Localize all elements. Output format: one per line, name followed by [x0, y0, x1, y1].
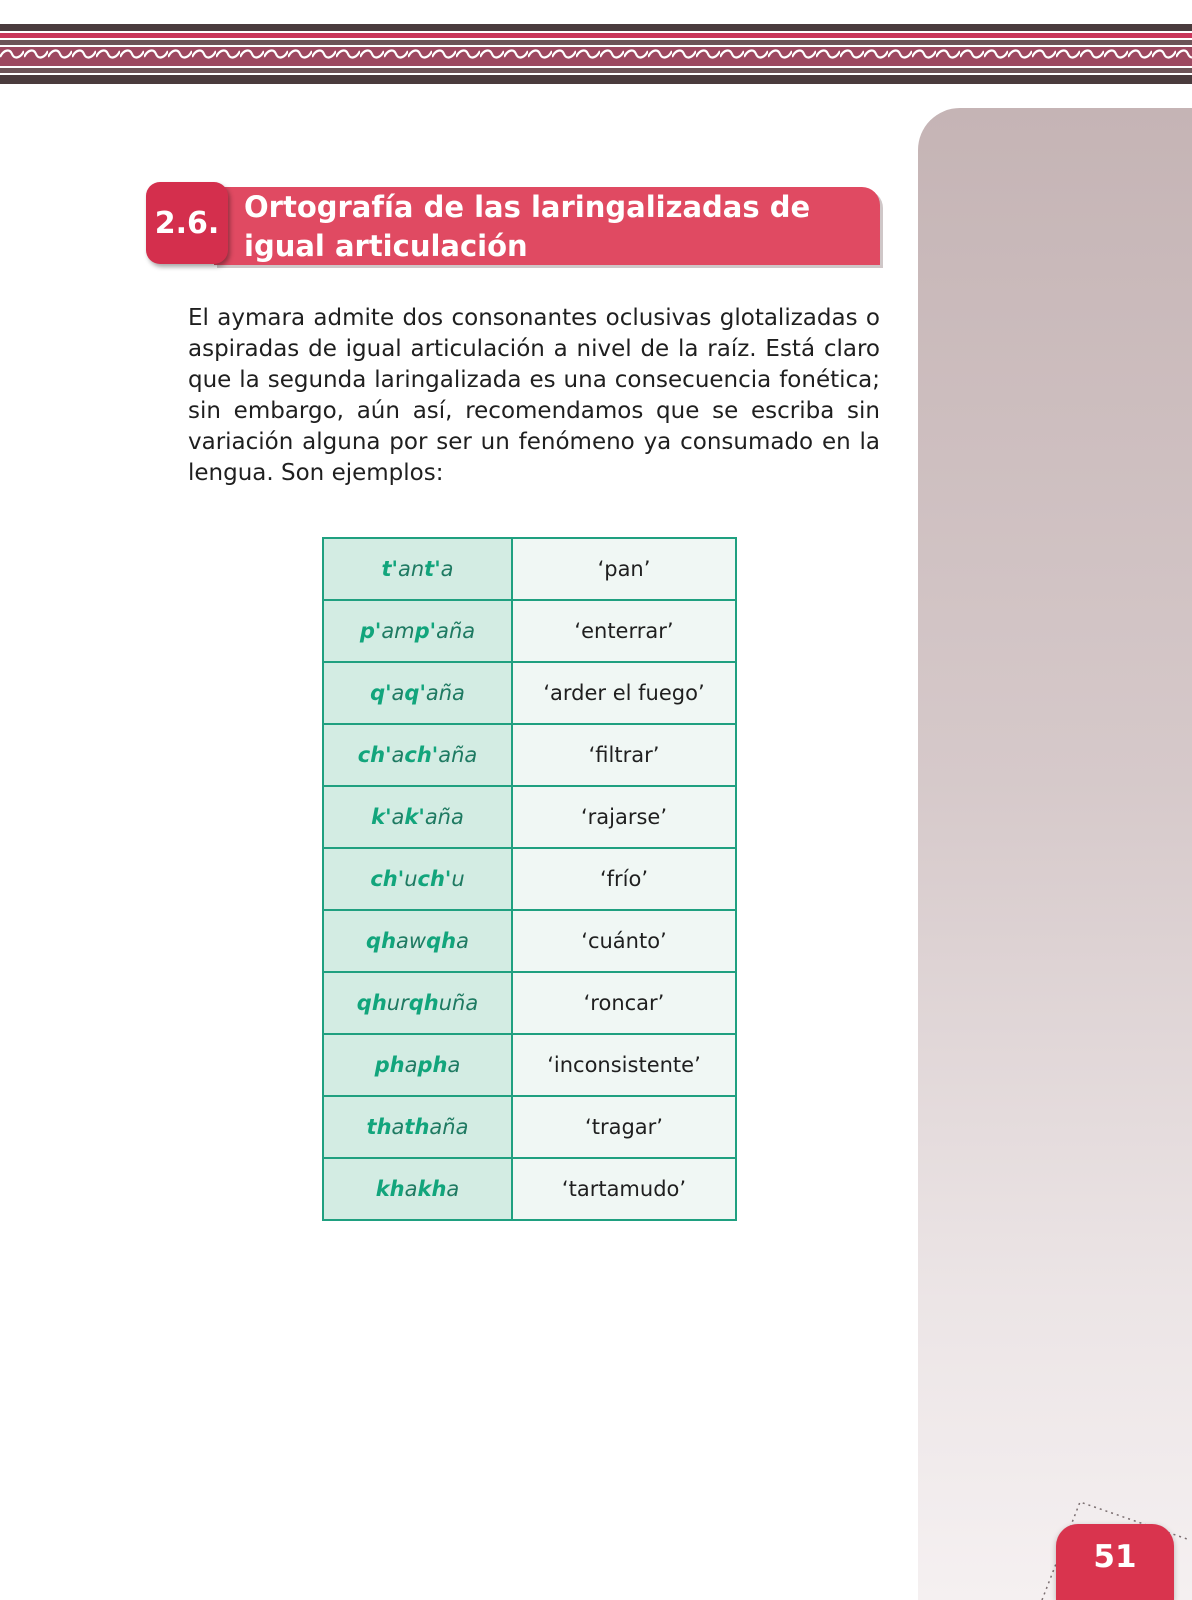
section-number-badge: 2.6.	[146, 182, 228, 264]
spanish-gloss: ‘roncar’	[512, 972, 736, 1034]
aymara-word: ch'uch'u	[323, 848, 512, 910]
table-row	[323, 786, 736, 848]
aymara-word: t'ant'a	[323, 538, 512, 600]
intro-paragraph: El aymara admite dos consonantes oclusivas glotalizadas o aspiradas de igual articulación a nivel de la raíz. Está claro que la segunda laringalizada es una consecuencia fonética; sin embargo, aún así, recomendamos que se escriba sin variación alguna por ser un fenómeno ya consumado en la lengua. Son ejemplos:	[188, 305, 880, 486]
wave-pattern-icon	[0, 47, 1192, 62]
table-row	[323, 972, 736, 1034]
examples-table	[322, 537, 737, 1221]
aymara-word: khakha	[323, 1158, 512, 1220]
table-row	[323, 662, 736, 724]
page-number: 51	[1056, 1524, 1174, 1600]
aymara-word: qhurqhuña	[323, 972, 512, 1034]
aymara-word: phapha	[323, 1034, 512, 1096]
table-row	[323, 1096, 736, 1158]
spanish-gloss: ‘filtrar’	[512, 724, 736, 786]
table-row	[323, 538, 736, 600]
spanish-gloss: ‘rajarse’	[512, 786, 736, 848]
aymara-word: ch'ach'aña	[323, 724, 512, 786]
aymara-word: k'ak'aña	[323, 786, 512, 848]
table-row	[323, 910, 736, 972]
aymara-word: q'aq'aña	[323, 662, 512, 724]
spanish-gloss: ‘frío’	[512, 848, 736, 910]
table-row	[323, 1034, 736, 1096]
decorative-woven-band	[0, 24, 1192, 84]
section-title: Ortografía de las laringalizadas de igual articulación	[244, 190, 811, 263]
table-row	[323, 1158, 736, 1220]
table-row	[323, 724, 736, 786]
aymara-word: p'amp'aña	[323, 600, 512, 662]
spanish-gloss: ‘inconsistente’	[512, 1034, 736, 1096]
spanish-gloss: ‘enterrar’	[512, 600, 736, 662]
spanish-gloss: ‘cuánto’	[512, 910, 736, 972]
spanish-gloss: ‘arder el fuego’	[512, 662, 736, 724]
aymara-word: qhawqha	[323, 910, 512, 972]
spanish-gloss: ‘tartamudo’	[512, 1158, 736, 1220]
table-row	[323, 848, 736, 910]
spanish-gloss: ‘tragar’	[512, 1096, 736, 1158]
aymara-word: thathaña	[323, 1096, 512, 1158]
table-row	[323, 600, 736, 662]
spanish-gloss: ‘pan’	[512, 538, 736, 600]
side-panel	[918, 108, 1192, 1600]
